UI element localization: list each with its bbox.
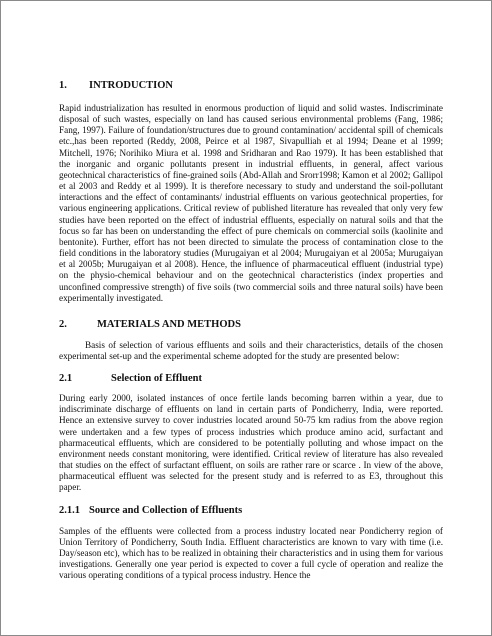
section-heading-materials-methods [59,318,443,331]
subsection-heading-selection-of-effluent [59,372,443,385]
section-number: 2.1 [59,373,73,385]
selection-of-effluent-paragraph: During early 2000, isolated instances of once fertile lands becoming barren within a year, due to indiscriminate discharge of effluents on land in certain parts of Pondicherry, India, were reported. Hence an extensive survey to cover industries located around 50-75 km radius from the above region were undertaken and a few types of process industries which produce amino acid, surfactant and pharmaceutical effluents, which are considered to be potentially polluting and whose impact on the environment needs constant monitoring, were identified. Critical review of literature has also revealed that studies on the effect of surfactant effluent, on soils are rather rare or scarce . In view of the above, pharmaceutical effluent was selected for the present study and is referred to as E3, throughout this paper. [59,393,443,493]
section-number: 2.1.1 [59,504,80,516]
source-collection-paragraph: Samples of the effluents were collected from a process industry located near Pondicherry region of Union Territory of Pondicherry, South India. Effluent characteristics are known to vary with time (i.e. Day/season etc), which has to be realized in obtaining their characteristics and in using them for various investigations. Generally one year period is expected to cover a full cycle of operation and realize the various operating conditions of a typical process industry. Hence the [59,525,443,581]
page-content [59,79,443,581]
section-title: Selection of Effluent [111,373,202,385]
section-title: MATERIALS AND METHODS [97,318,241,330]
section-heading-introduction [59,79,443,92]
materials-methods-paragraph: Basis of selection of various effluents and soils and their characteristics, details of the chosen experimental set-up and the experimental scheme adopted for the study are presented below: [59,339,443,361]
section-number: 1. [59,80,67,91]
section-number: 2. [59,318,67,330]
section-title: Source and Collection of Effluents [89,504,243,516]
section-title: INTRODUCTION [89,80,174,91]
subsection-heading-source-collection [59,504,443,517]
introduction-paragraph: Rapid industrialization has resulted in enormous production of liquid and solid wastes. Indiscriminate disposal of such wastes, especially on land has caused serious environmental problems (Fang, 1986; Fang, 1997). Failure of foundation/structures due to ground contamination/ accidental spill of chemicals etc.,has been reported (Reddy, 2008, Peirce et al 1987, Sivapulliah et al 1994; Deane et al 1999; Mitchell, 1976; Norihiko Miura et al. 1998 and Sridharan and Rao 1979). It has been established that the inorganic and organic pollutants present in industrial effluents, in general, affect various geotechnical characteristics of fine-grained soils (Abd-Allah and Srorr1998; Kamon et al 2002; Gallipol et al 2003 and Reddy et al 1999). It is therefore necessary to study and understand the soil-pollutant interactions and the effect of contaminants/ industrial effluents on various geotechnical properties, for various engineering applications. Critical review of published literature has revealed that only very few studies have been reported on the effect of industrial effluents, especially on natural soils and that the focus so far has been on understanding the effect of pure chemicals on commercial soils (kaolinite and bentonite). Further, effort has not been directed to simulate the process of contamination close to the field conditions in the laboratory studies (Murugaiyan et al 2004; Murugaiyan et al 2005a; Murugaiyan et al 2005b; Murugaiyan et al 2008). Hence, the influence of pharmaceutical effluent (industrial type) on the physio-chemical behaviour and on the geotechnical characteristics (index properties and unconfined compressive strength) of five soils (two commercial soils and three natural soils) have been experimentally investigated. [59,103,443,303]
